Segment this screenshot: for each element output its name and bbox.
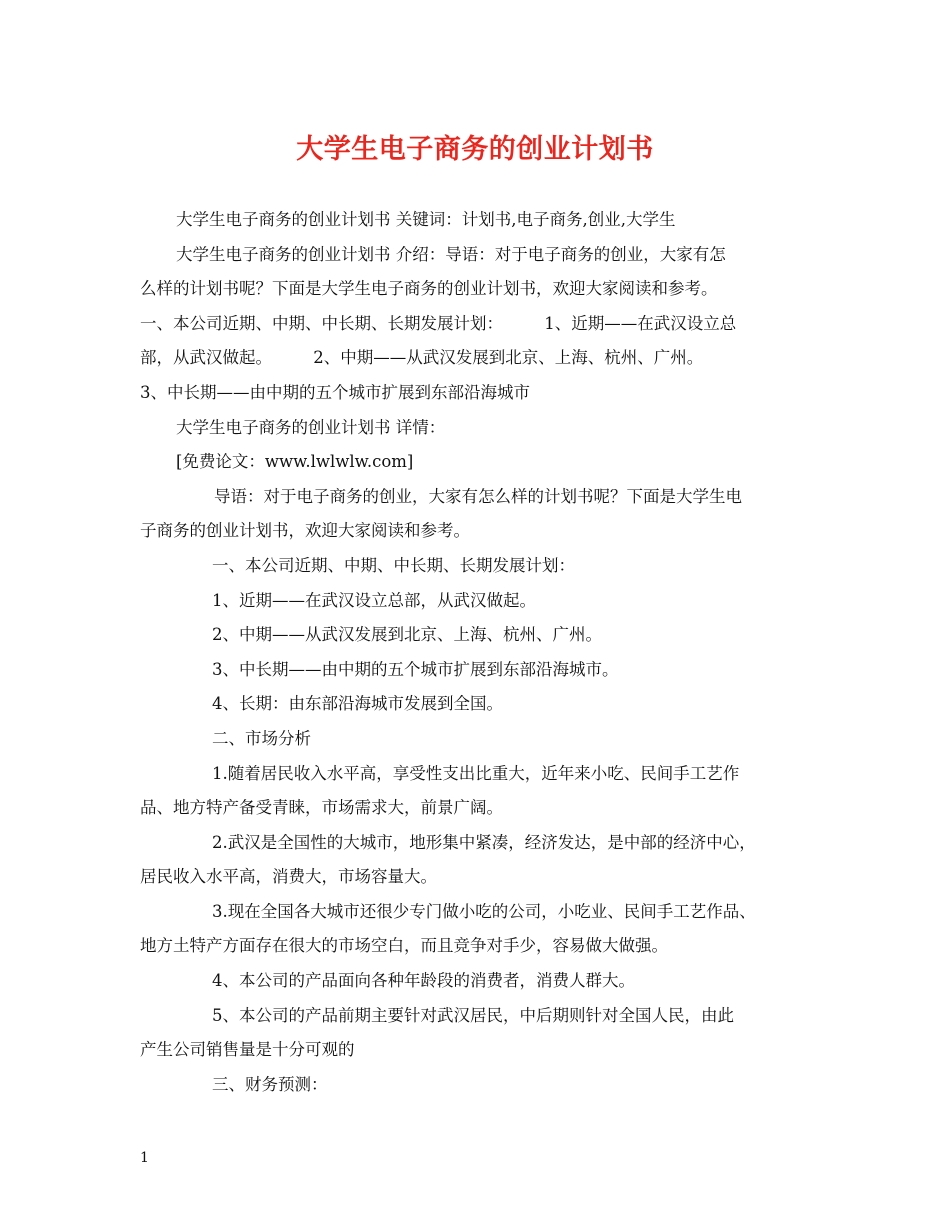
intro-line: 么样的计划书呢？下面是大学生电子商务的创业计划书，欢迎大家阅读和参考。 <box>140 279 718 299</box>
paragraph-line: 2.武汉是全国性的大城市，地形集中紧凑，经济发达，是中部的经济中心， <box>212 832 756 852</box>
paragraph-line: 1.随着居民收入水平高，享受性支出比重大，近年来小吃、民间手工艺作 <box>212 763 740 783</box>
paragraph-line: 5、本公司的产品前期主要针对武汉居民，中后期则针对全国人民，由此 <box>212 1005 734 1025</box>
section-heading: 二、市场分析 <box>212 728 311 748</box>
paragraph-line: 产生公司销售量是十分可观的 <box>140 1040 355 1060</box>
paragraph-line: 地方土特产方面存在很大的市场空白，而且竞争对手少，容易做大做强。 <box>140 936 668 956</box>
paragraph-line: 导语：对于电子商务的创业，大家有怎么样的计划书呢？下面是大学生电 <box>214 486 742 506</box>
intro-line: 大学生电子商务的创业计划书 介绍：导语：对于电子商务的创业，大家有怎 <box>176 244 726 264</box>
intro-line: 部，从武汉做起。 2、中期——从武汉发展到北京、上海、杭州、广州。 <box>140 348 704 368</box>
list-item: 1、近期——在武汉设立总部，从武汉做起。 <box>212 590 536 610</box>
document-body <box>140 203 815 1102</box>
list-item: 3、中长期——由中期的五个城市扩展到东部沿海城市。 <box>212 659 619 679</box>
section-heading: 一、本公司近期、中期、中长期、长期发展计划： <box>212 555 575 575</box>
paragraph-line: 品、地方特产备受青睐，市场需求大，前景广阔。 <box>140 798 503 818</box>
section-heading: 三、财务预测： <box>212 1074 328 1094</box>
intro-line: 一、本公司近期、中期、中长期、长期发展计划： 1、近期——在武汉设立总 <box>140 313 737 333</box>
keywords-line: 大学生电子商务的创业计划书 关键词：计划书,电子商务,创业,大学生 <box>176 210 676 229</box>
paragraph-line: 居民收入水平高，消费大，市场容量大。 <box>140 867 437 887</box>
paragraph-line: 3.现在全国各大城市还很少专门做小吃的公司，小吃业、民间手工艺作品、 <box>212 901 756 921</box>
details-heading: 大学生电子商务的创业计划书 详情： <box>176 417 446 437</box>
page-number: 1 <box>140 1150 149 1166</box>
paragraph-line: 子商务的创业计划书，欢迎大家阅读和参考。 <box>140 521 470 541</box>
intro-line: 3、中长期——由中期的五个城市扩展到东部沿海城市 <box>140 382 530 402</box>
list-item: 2、中期——从武汉发展到北京、上海、杭州、广州。 <box>212 625 602 645</box>
document-title: 大学生电子商务的创业计划书 <box>296 134 654 165</box>
paragraph-line: 4、本公司的产品面向各种年龄段的消费者，消费人群大。 <box>212 971 635 991</box>
list-item: 4、长期：由东部沿海城市发展到全国。 <box>212 694 503 714</box>
source-link-text: [免费论文：www.lwlwlw.com] <box>176 452 414 472</box>
